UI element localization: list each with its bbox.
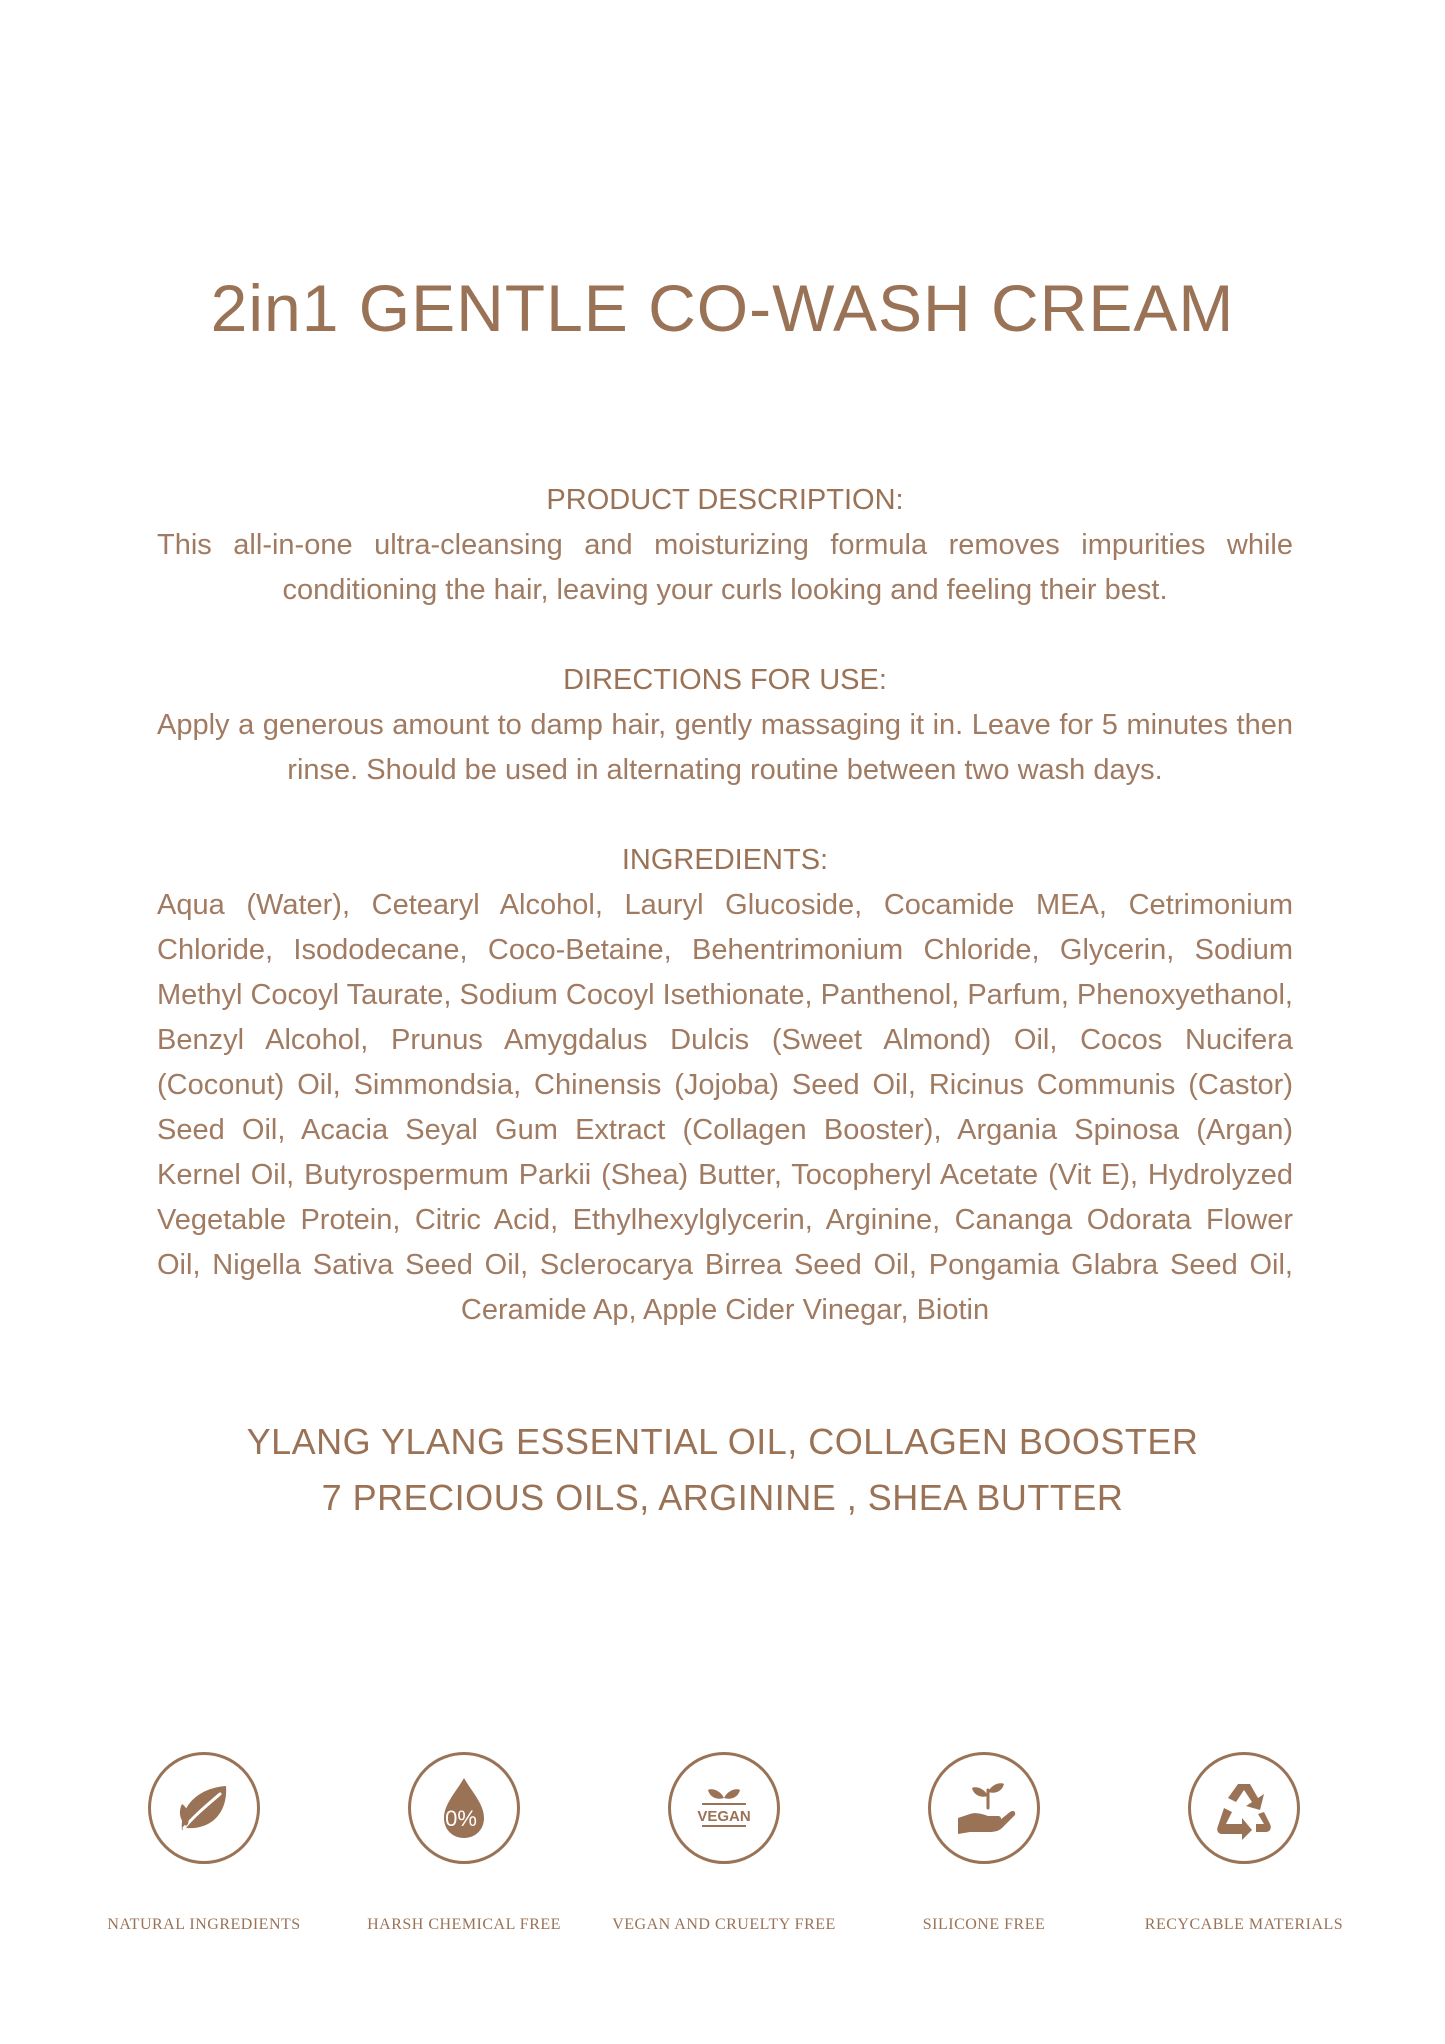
- badge-label: HARSH CHEMICAL FREE: [367, 1916, 561, 1933]
- key-ingredients-highlights: [0, 1414, 1445, 1526]
- page-title: 2in1 GENTLE CO-WASH CREAM: [210, 271, 1235, 345]
- leaf-icon: [148, 1752, 260, 1864]
- vegan-icon: [668, 1752, 780, 1864]
- badge-label: RECYCABLE MATERIALS: [1144, 1916, 1344, 1933]
- badge-label: SILICONE FREE: [922, 1916, 1046, 1933]
- product-description-section: [157, 478, 1293, 613]
- highlight-line: YLANG YLANG ESSENTIAL OIL, COLLAGEN BOOSTER: [246, 1421, 1199, 1462]
- badge-natural-ingredients: [89, 1752, 319, 1934]
- badge-harsh-chemical-free: [349, 1752, 579, 1934]
- badge-recyclable-materials: [1129, 1752, 1359, 1934]
- section-heading: DIRECTIONS FOR USE:: [563, 664, 887, 696]
- hand-plant-icon: [928, 1752, 1040, 1864]
- drop-zero-percent-icon: [408, 1752, 520, 1864]
- ingredients-section: [157, 838, 1293, 1333]
- product-info: [157, 478, 1293, 1378]
- badge-vegan-cruelty-free: [609, 1752, 839, 1934]
- highlight-line: 7 PRECIOUS OILS, ARGININE , SHEA BUTTER: [321, 1477, 1124, 1518]
- badge-label: NATURAL INGREDIENTS: [107, 1916, 301, 1933]
- svg-text:0%: 0%: [445, 1806, 477, 1831]
- section-heading: INGREDIENTS:: [621, 844, 829, 876]
- section-body: Aqua (Water), Cetearyl Alcohol, Lauryl Glucoside, Cocamide MEA, Cetrimonium Chloride, Isododecane, Coco-Betaine, Behentrimonium Chloride, Glycerin, Sodium Methyl Cocoyl Taurate, Sodium Cocoyl Isethionate, Panthenol, Parfum, Phenoxyethanol, Benzyl Alcohol, Prunus Amygdalus Dulcis (Sweet Almond) Oil, Cocos Nucifera (Coconut) Oil, Simmondsia, Chinensis (Jojoba) Seed Oil, Ricinus Communis (Castor) Seed Oil, Acacia Seyal Gum Extract (Collagen Booster), Argania Spinosa (Argan) Kernel Oil, Butyrospermum Parkii (Shea) Butter, Tocopheryl Acetate (Vit E), Hydrolyzed Vegetable Protein, Citric Acid, Ethylhexylglycerin, Arginine, Cananga Odorata Flower Oil, Nigella Sativa Seed Oil, Sclerocarya Birrea Seed Oil, Pongamia Glabra Seed Oil, Ceramide Ap, Apple Cider Vinegar, Biotin: [157, 889, 1293, 1326]
- badge-label: VEGAN AND CRUELTY FREE: [612, 1916, 836, 1933]
- svg-text:VEGAN: VEGAN: [697, 1808, 751, 1825]
- badge-silicone-free: [869, 1752, 1099, 1934]
- section-body: This all-in-one ultra-cleansing and moisturizing formula removes impurities while conditioning the hair, leaving your curls looking and feeling their best.: [157, 529, 1293, 606]
- section-body: Apply a generous amount to damp hair, gently massaging it in. Leave for 5 minutes then rinse. Should be used in alternating routine between two wash days.: [157, 709, 1293, 786]
- feature-badges: [0, 1752, 1445, 1952]
- section-heading: PRODUCT DESCRIPTION:: [546, 484, 904, 516]
- directions-section: [157, 658, 1293, 793]
- recycle-icon: [1188, 1752, 1300, 1864]
